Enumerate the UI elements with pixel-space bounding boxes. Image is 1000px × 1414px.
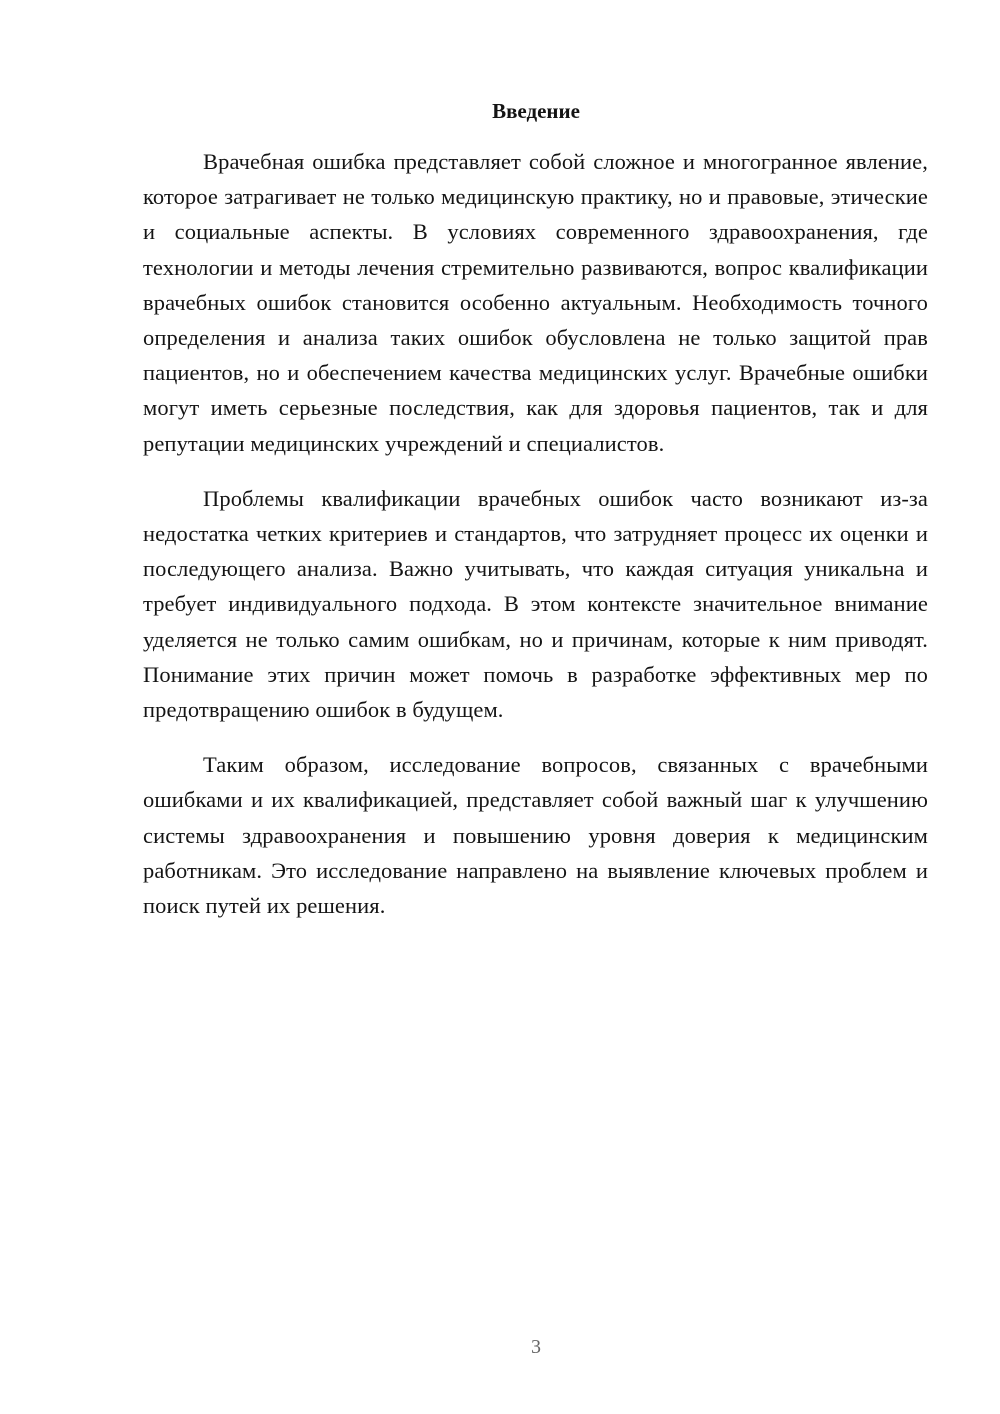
page-number: 3 — [531, 1336, 541, 1358]
paragraph-3: Таким образом, исследование вопросов, связанных с врачебными ошибками и их квалификацией, представляет собой важный шаг к улучшению системы здравоохранения и повышению уровня доверия к медицинским работникам. Это исследование направлено на выявление ключевых проблем и поиск путей их решения. — [143, 752, 928, 919]
paragraph-2: Проблемы квалификации врачебных ошибок часто возникают из-за недостатка четких критериев и стандартов, что затрудняет процесс их оценки и последующего анализа. Важно учитывать, что каждая ситуация уникальна и требует индивидуального подхода. В этом контексте значительное внимание уделяется не только самим ошибкам, но и причинам, которые к ним приводят. Понимание этих причин может помочь в разработке эффективных мер по предотвращению ошибок в будущем. — [143, 485, 928, 723]
paragraph-1: Врачебная ошибка представляет собой сложное и многогранное явление, которое затрагивает не только медицинскую практику, но и правовые, этические и социальные аспекты. В условиях современного здравоохранения, где технологии и методы лечения стремительно развиваются, вопрос квалификации врачебных ошибок становится особенно актуальным. Необходимость точного определения и анализа таких ошибок обусловлена не только защитой прав пациентов, но и обеспечением качества медицинских услуг. Врачебные ошибки могут иметь серьезные последствия, как для здоровья пациентов, так и для репутации медицинских учреждений и специалистов. — [143, 149, 928, 456]
section-heading: Введение — [492, 99, 580, 123]
body-text — [143, 144, 928, 943]
